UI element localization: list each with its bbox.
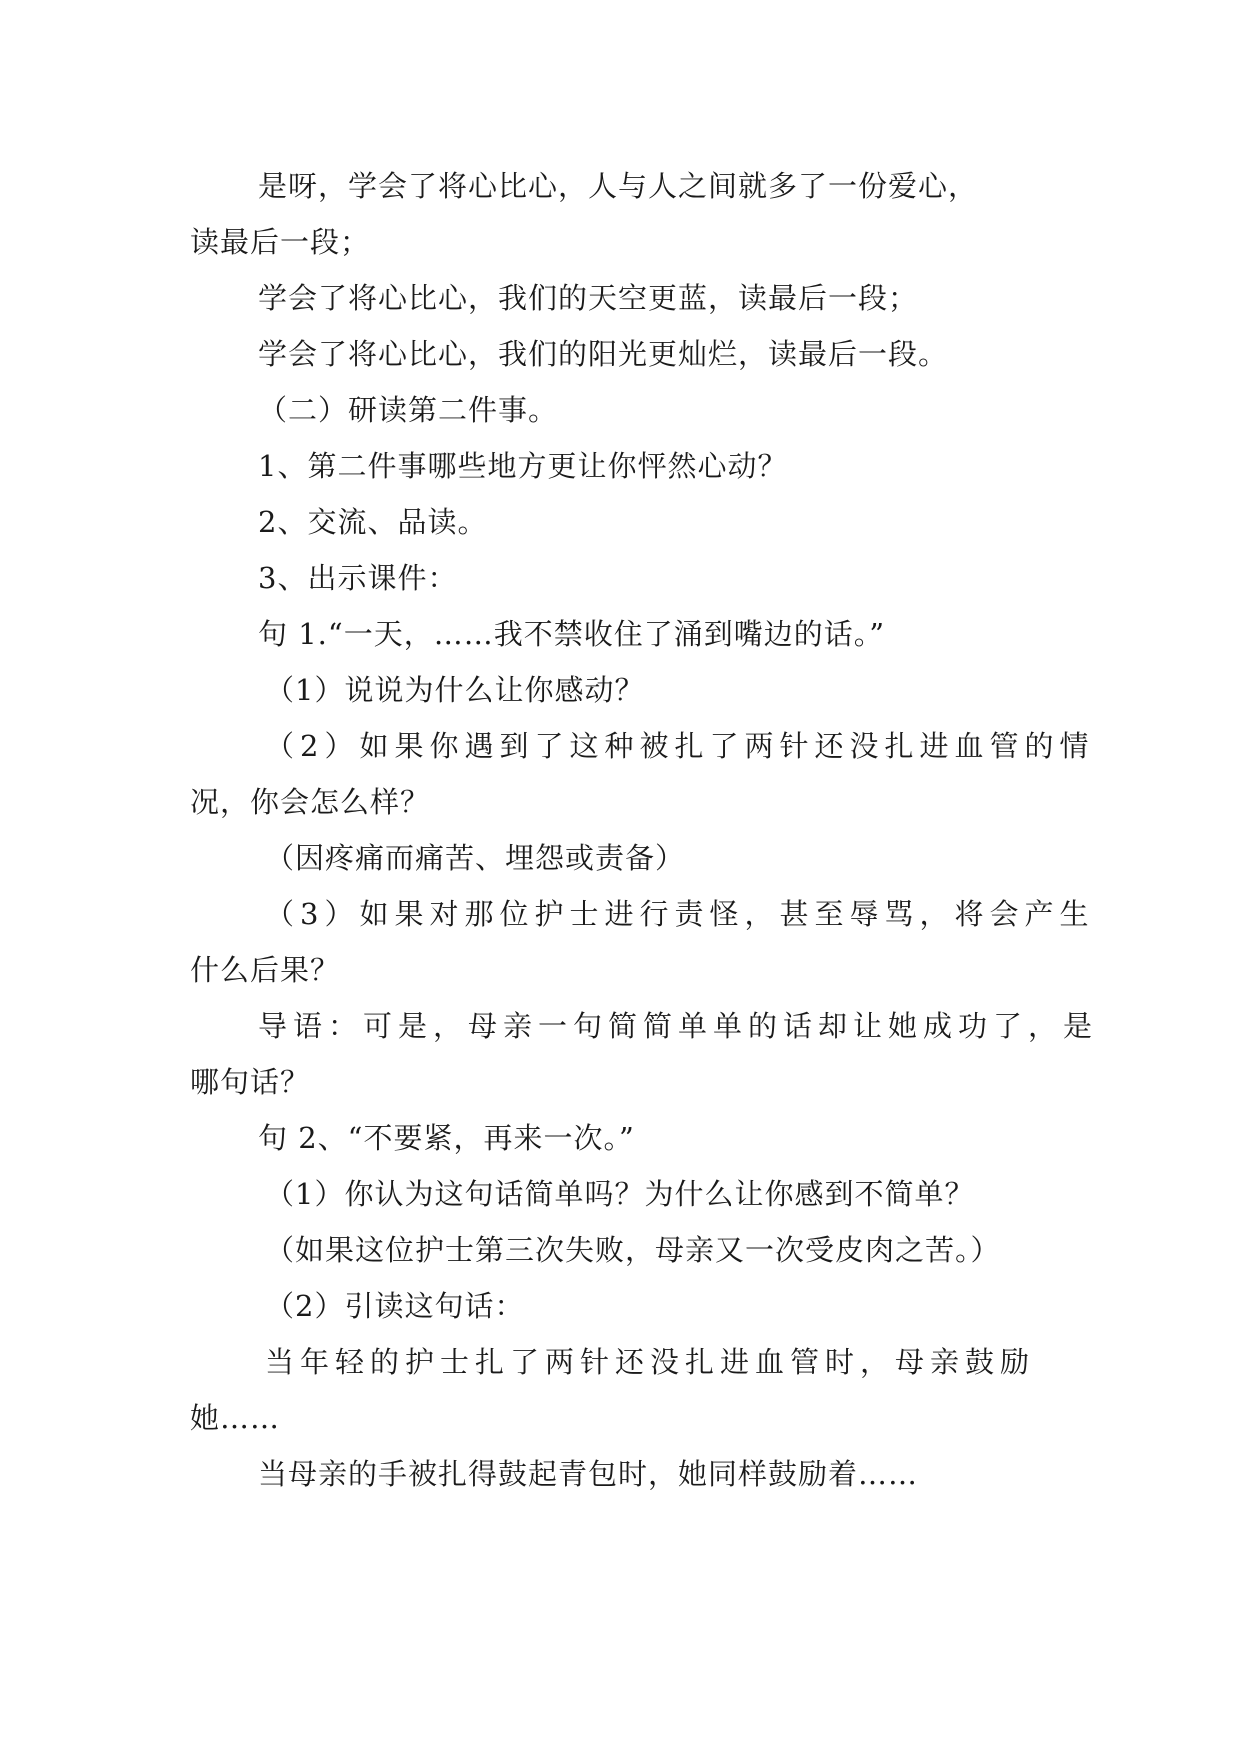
text-line: 是呀，学会了将心比心，人与人之间就多了一份爱心， <box>258 169 979 203</box>
text-line: 当年轻的护士扎了两针还没扎进血管时，母亲鼓励 <box>265 1345 1036 1379</box>
text-line: 哪句话？ <box>190 1065 311 1099</box>
text-line: （1）你认为这句话简单吗？为什么让你感到不简单？ <box>265 1177 975 1211</box>
text-line: 什么后果？ <box>190 953 341 987</box>
text-line: 学会了将心比心，我们的天空更蓝，读最后一段； <box>258 281 919 315</box>
text-line: （1）说说为什么让你感动？ <box>265 673 645 707</box>
text-line: 句 1.“一天，……我不禁收住了涌到嘴边的话。” <box>258 617 886 651</box>
text-line: 3、出示课件： <box>258 561 458 595</box>
text-line: 当母亲的手被扎得鼓起青包时，她同样鼓励着…… <box>258 1457 919 1491</box>
text-line: 读最后一段； <box>190 225 371 259</box>
text-line: （如果这位护士第三次失败，母亲又一次受皮肉之苦。） <box>265 1233 1001 1267</box>
text-line: （2）如果你遇到了这种被扎了两针还没扎进血管的情 <box>265 729 1095 763</box>
text-line: （3）如果对那位护士进行责怪，甚至辱骂，将会产生 <box>265 897 1095 931</box>
text-line: 学会了将心比心，我们的阳光更灿烂，读最后一段。 <box>258 337 949 371</box>
text-line: （因疼痛而痛苦、埋怨或责备） <box>265 841 686 875</box>
text-line: 导语：可是，母亲一句简简单单的话却让她成功了，是 <box>258 1009 1099 1043</box>
text-line: 2、交流、品读。 <box>258 505 488 539</box>
text-line: 况，你会怎么样？ <box>190 785 431 819</box>
text-line: （二）研读第二件事。 <box>258 393 559 427</box>
text-line: （2）引读这句话： <box>265 1289 525 1323</box>
text-line: 她…… <box>190 1401 281 1435</box>
text-line: 句 2、“不要紧，再来一次。” <box>258 1121 635 1155</box>
text-line: 1、第二件事哪些地方更让你怦然心动？ <box>258 449 788 483</box>
